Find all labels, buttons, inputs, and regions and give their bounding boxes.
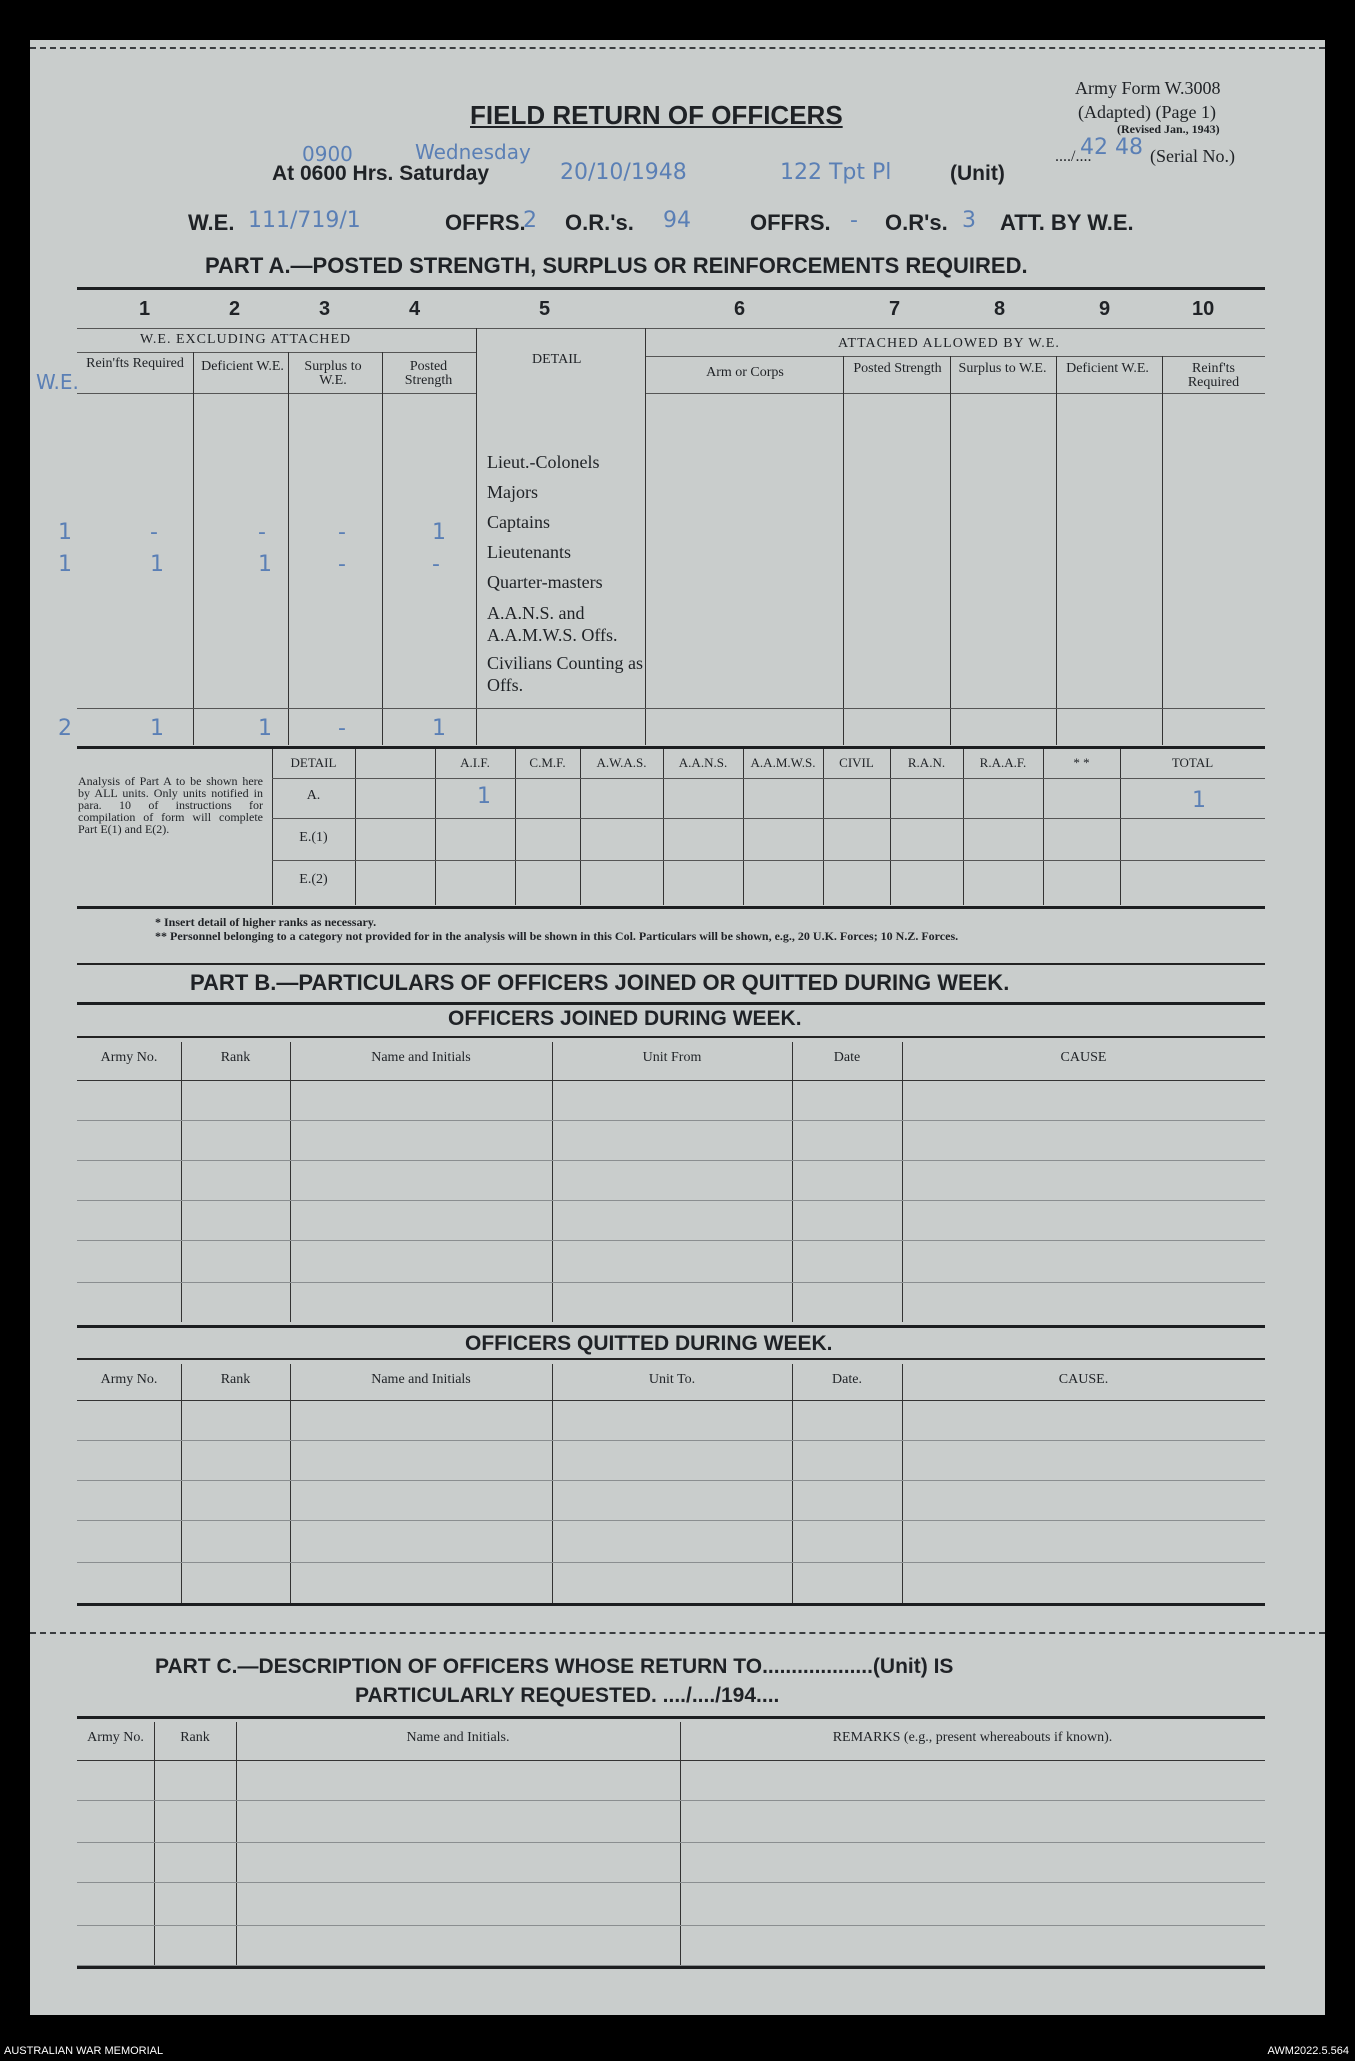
column-rule <box>890 749 891 905</box>
analysis-header: R.A.A.F. <box>979 755 1027 770</box>
aif-value: 1 <box>477 784 491 809</box>
total-entry: 1 <box>150 716 164 741</box>
form-number: Army Form W.3008 <box>1075 78 1221 98</box>
column-number: 6 <box>734 298 746 320</box>
part-c-heading-line2: PARTICULARLY REQUESTED. ..../..../194.... <box>355 1684 780 1707</box>
column-rule <box>963 749 964 905</box>
footer-credit: AUSTRALIAN WAR MEMORIAL <box>4 2045 164 2057</box>
rank-label: Civilians Counting as Offs. <box>487 653 644 695</box>
analysis-header: A.I.F. <box>460 755 490 770</box>
column-rule <box>823 749 824 905</box>
joined-column-header: Unit From <box>642 1050 702 1065</box>
column-rule <box>902 1042 903 1322</box>
joined-column-header: Rank <box>220 1050 251 1065</box>
column-header: Posted Strength <box>404 359 453 388</box>
quitted-column-header: Army No. <box>100 1372 158 1387</box>
return-time-line: At 0600 Hrs. Saturday <box>272 162 490 185</box>
column-header: Reinf'ts Required <box>1187 361 1240 390</box>
column-number: 4 <box>409 298 421 320</box>
analysis-header: R.A.N. <box>907 755 946 770</box>
analysis-bottom-rule <box>77 906 1265 909</box>
offrs2-value: - <box>850 208 858 233</box>
part-b-top-rule <box>77 963 1265 965</box>
part-c-column-header: Name and Initials. <box>406 1730 510 1745</box>
part-c-column-header: REMARKS (e.g., present whereabouts if known). <box>832 1730 1113 1745</box>
column-rule <box>154 1722 155 1966</box>
serial-prefix: ..../.... <box>1055 148 1092 165</box>
column-rule <box>580 749 581 905</box>
quitted-top-rule <box>77 1325 1265 1328</box>
total-entry: 1 <box>258 716 272 741</box>
column-rule <box>950 356 951 745</box>
part-c-column-header: Rank <box>180 1730 210 1745</box>
column-rule <box>843 356 844 745</box>
joined-column-header: Date <box>833 1050 861 1065</box>
quitted-column-header: Date. <box>832 1372 862 1387</box>
handwritten-entry: 1 <box>432 520 446 545</box>
column-rule <box>355 749 356 905</box>
divider <box>77 352 476 353</box>
column-rule <box>1056 356 1057 745</box>
analysis-header: CIVIL <box>839 755 874 770</box>
form-revised: (Revised Jan., 1943) <box>1117 122 1220 136</box>
divider <box>77 393 476 394</box>
part-c-column-header: Army No. <box>87 1730 144 1745</box>
quitted-rule <box>77 1358 1265 1360</box>
part-a-heading: PART A.—POSTED STRENGTH, SURPLUS OR REINFORCEMENTS REQUIRED. <box>205 253 1028 278</box>
divider <box>77 328 1265 329</box>
column-number: 5 <box>539 298 551 320</box>
handwritten-entry: - <box>338 552 346 577</box>
joined-heading: OFFICERS JOINED DURING WEEK. <box>448 1007 802 1030</box>
ors2-value: 3 <box>962 208 976 233</box>
margin-we: W.E. <box>36 370 79 394</box>
column-number: 7 <box>889 298 901 320</box>
column-header: Rein'fts Required <box>86 356 184 371</box>
column-header: Posted Strength <box>853 361 942 376</box>
joined-column-header: Name and Initials <box>371 1050 471 1065</box>
row-rule <box>77 1200 1265 1201</box>
rank-label: Quarter-masters <box>487 572 603 592</box>
footer-catalog-number: AWM2022.5.564 <box>1267 2045 1349 2057</box>
offrs-value: 2 <box>523 208 537 233</box>
ors-value: 94 <box>663 208 691 233</box>
rank-label: Lieut.-Colonels <box>487 452 600 472</box>
we-value: 111/719/1 <box>248 208 361 233</box>
divider <box>645 393 1265 394</box>
part-a-top-rule <box>77 287 1265 290</box>
offrs-label: OFFRS. <box>445 210 526 235</box>
column-header: Deficient W.E. <box>201 359 284 374</box>
bottom-rule <box>77 1966 1265 1969</box>
divider <box>645 356 1265 357</box>
part-c-heading-line1: PART C.—DESCRIPTION OF OFFICERS WHOSE RETURN TO...................(Unit) IS <box>155 1655 954 1678</box>
row-rule <box>77 1882 1265 1883</box>
handwritten-entry: - <box>258 520 266 545</box>
divider <box>272 860 1265 861</box>
quitted-column-header: CAUSE. <box>1058 1372 1109 1387</box>
handwritten-entry: - <box>338 520 346 545</box>
analysis-header: A.W.A.S. <box>596 755 647 770</box>
joined-rule <box>77 1036 1265 1038</box>
footnote-2: ** Personnel belonging to a category not provided for in the analysis will be shown in this Col. Particulars will be shown, e.g., 20 U.K. Forces; 10 N.Z. Forces. <box>155 929 959 943</box>
total-entry: - <box>338 716 346 741</box>
total-entry: 1 <box>432 716 446 741</box>
analysis-header: * * <box>1073 755 1090 770</box>
row-rule <box>77 1240 1265 1241</box>
column-rule <box>1120 749 1121 905</box>
handwritten-entry: 1 <box>150 552 164 577</box>
unit-value: 122 Tpt Pl <box>780 160 892 185</box>
analysis-row-label: A. <box>306 788 321 803</box>
quitted-column-header: Name and Initials <box>371 1372 471 1387</box>
unit-label: (Unit) <box>950 162 1005 185</box>
column-rule <box>382 352 383 745</box>
column-rule <box>743 749 744 905</box>
column-number: 9 <box>1099 298 1111 320</box>
quitted-column-header: Rank <box>220 1372 251 1387</box>
column-rule <box>236 1722 237 1966</box>
column-header: Arm or Corps <box>706 365 784 380</box>
analysis-header: TOTAL <box>1171 755 1214 770</box>
analysis-row-label: E.(2) <box>299 872 328 887</box>
handwritten-time: 0900 <box>302 142 353 166</box>
column-rule <box>290 1042 291 1322</box>
row-rule <box>77 1562 1265 1563</box>
quitted-column-header: Unit To. <box>648 1372 696 1387</box>
column-header: Deficient W.E. <box>1066 361 1149 376</box>
column-rule <box>476 328 477 745</box>
column-rule <box>288 352 289 745</box>
row-rule <box>77 1282 1265 1283</box>
column-number: 3 <box>319 298 331 320</box>
row-rule <box>77 1800 1265 1801</box>
handwritten-entry: 1 <box>58 552 72 577</box>
group-header-attached: ATTACHED ALLOWED BY W.E. <box>838 336 1060 351</box>
total-entry: 2 <box>58 716 72 741</box>
handwritten-day: Wednesday <box>415 140 531 164</box>
joined-column-header: CAUSE <box>1060 1050 1107 1065</box>
serial-label: (Serial No.) <box>1150 146 1235 166</box>
row-rule <box>77 1842 1265 1843</box>
rank-label: Captains <box>487 512 550 532</box>
analysis-header: A.A.N.S. <box>678 755 728 770</box>
divider <box>272 818 1265 819</box>
handwritten-entry: 1 <box>258 552 272 577</box>
row-rule <box>77 1520 1265 1521</box>
form-title: FIELD RETURN OF OFFICERS <box>470 100 843 130</box>
column-rule <box>515 749 516 905</box>
divider <box>272 778 1265 779</box>
analysis-header: C.M.F. <box>529 755 566 770</box>
analysis-header: A.A.M.W.S. <box>750 755 816 770</box>
ors-label: O.R.'s. <box>565 210 634 235</box>
row-rule <box>77 1480 1265 1481</box>
analysis-header: DETAIL <box>290 755 337 770</box>
part-b-heading: PART B.—PARTICULARS OF OFFICERS JOINED OR QUITTED DURING WEEK. <box>190 970 1010 995</box>
form-adapted: (Adapted) (Page 1) <box>1078 102 1216 122</box>
handwritten-entry: - <box>150 520 158 545</box>
footnote-1: * Insert detail of higher ranks as necessary. <box>155 915 377 929</box>
column-header: Surplus to W.E. <box>958 361 1047 376</box>
column-number: 1 <box>139 298 151 320</box>
column-rule <box>552 1042 553 1322</box>
middle-perforation <box>30 1632 1325 1634</box>
part-a-bottom-rule <box>77 746 1265 749</box>
total-value: 1 <box>1192 788 1206 813</box>
column-rule <box>663 749 664 905</box>
handwritten-entry: - <box>432 552 440 577</box>
joined-column-header: Army No. <box>100 1050 158 1065</box>
column-number: 8 <box>994 298 1006 320</box>
rank-label: Lieutenants <box>487 542 571 562</box>
rank-label: A.A.N.S. and A.A.M.W.S. Offs. <box>487 603 618 645</box>
column-header: Surplus to W.E. <box>304 359 362 388</box>
column-rule <box>1043 749 1044 905</box>
column-rule <box>181 1042 182 1322</box>
column-rule <box>1162 356 1163 745</box>
header-rule <box>77 1080 1265 1081</box>
column-number: 2 <box>229 298 241 320</box>
return-date: 20/10/1948 <box>560 160 687 185</box>
row-rule <box>77 1440 1265 1441</box>
column-rule <box>435 749 436 905</box>
analysis-note: Analysis of Part A to be shown here by ALL units. Only units notified in para. 10 of instructions for compilation of form will complete Part E(1) and E(2). <box>78 774 263 836</box>
offrs2-label: OFFRS. <box>750 210 831 235</box>
bottom-rule <box>77 1603 1265 1606</box>
column-number: 10 <box>1192 298 1215 320</box>
rank-label: Majors <box>487 482 538 502</box>
header-rule <box>77 1760 1265 1761</box>
row-rule <box>77 1120 1265 1121</box>
row-rule <box>77 1925 1265 1926</box>
header-rule <box>77 1400 1265 1401</box>
column-rule <box>193 352 194 745</box>
column-rule <box>792 1042 793 1322</box>
we-label: W.E. <box>188 210 235 235</box>
detail-header: DETAIL <box>532 352 582 367</box>
part-b-rule <box>77 1002 1265 1005</box>
handwritten-entry: 1 <box>58 520 72 545</box>
total-rule <box>77 708 1265 709</box>
row-rule <box>77 1160 1265 1161</box>
quitted-heading: OFFICERS QUITTED DURING WEEK. <box>465 1332 833 1355</box>
column-rule <box>680 1722 681 1966</box>
top-perforation <box>30 47 1325 49</box>
part-c-top-rule <box>77 1716 1265 1719</box>
ors2-label: O.R's. <box>885 210 948 235</box>
analysis-row-label: E.(1) <box>299 830 328 845</box>
group-header-we: W.E. EXCLUDING ATTACHED <box>140 332 352 347</box>
att-label: ATT. BY W.E. <box>1000 210 1134 235</box>
serial-number-value: 42 48 <box>1080 135 1143 160</box>
